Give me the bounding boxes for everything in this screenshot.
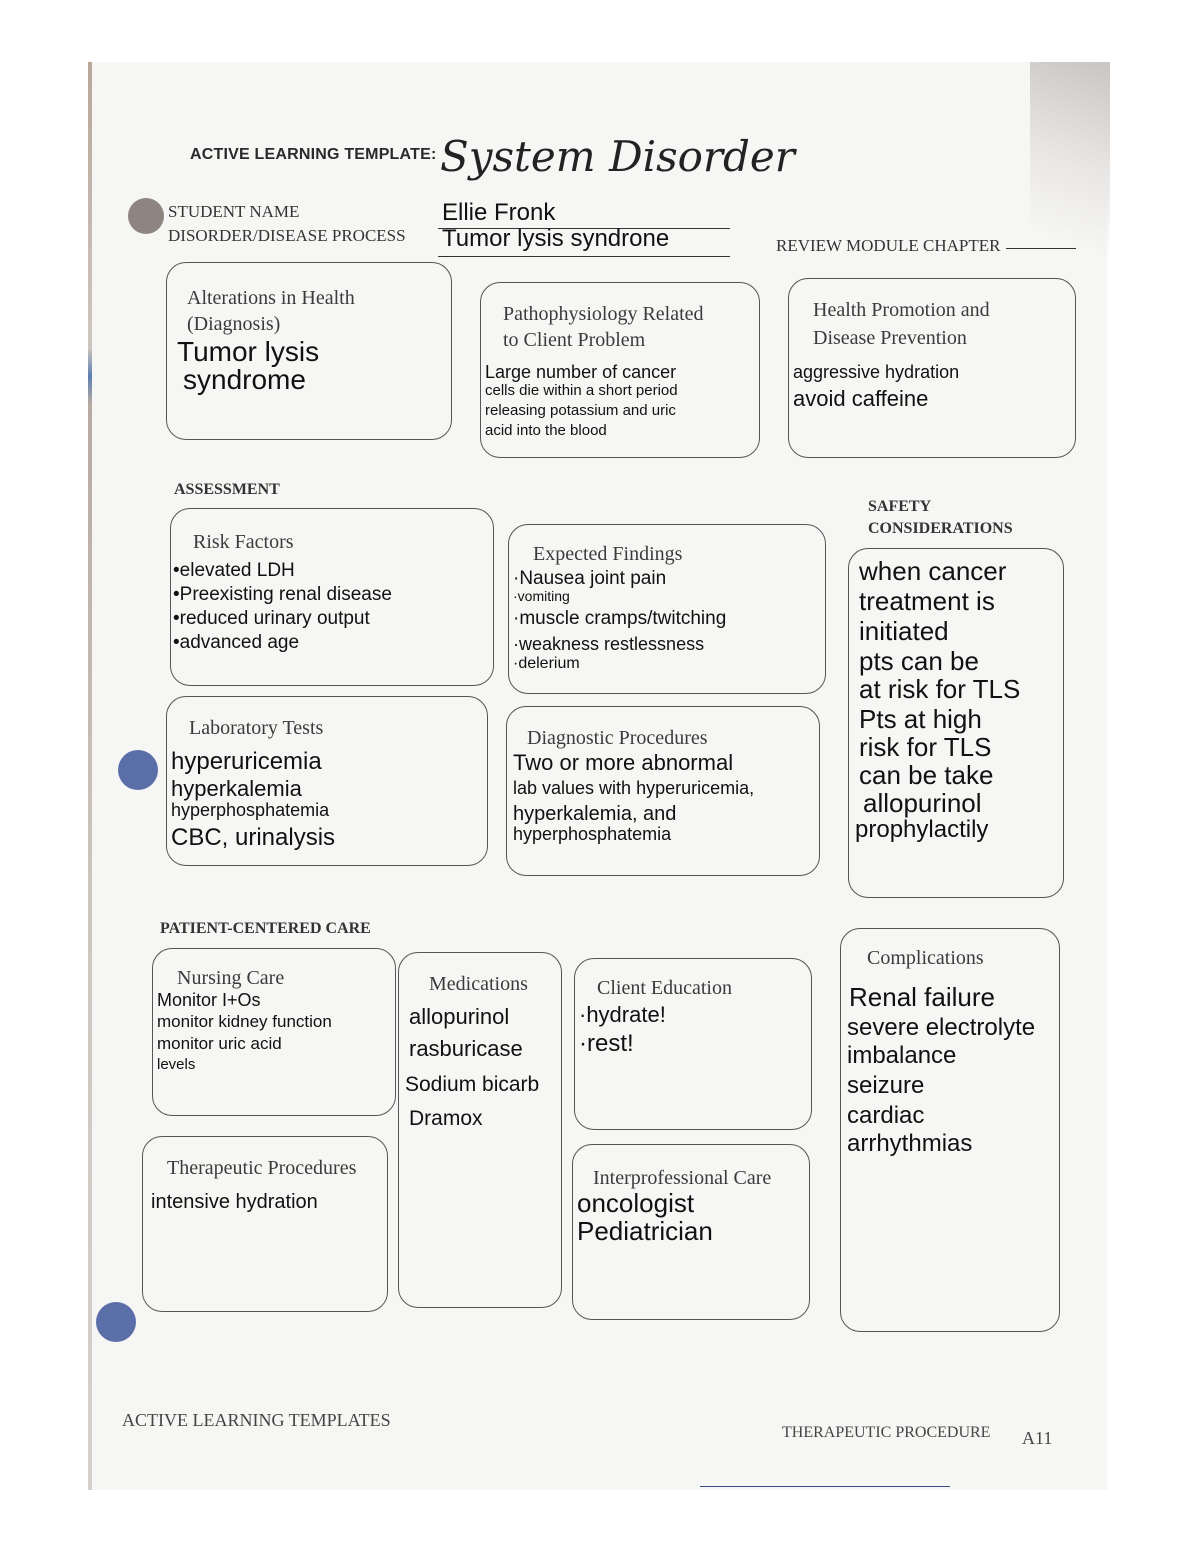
- safety-box: [848, 548, 1064, 898]
- diagnostic-procedures-title: Diagnostic Procedures: [527, 727, 708, 749]
- pathophysiology-line-3: releasing potassium and uric: [485, 402, 676, 419]
- diagnostic-procedures-box: [506, 706, 820, 876]
- footer-bottom-line: [700, 1486, 950, 1487]
- pathophysiology-line-1: Large number of cancer: [485, 362, 677, 382]
- safety-label-1: SAFETY: [868, 498, 932, 515]
- laboratory-tests-line-3: hyperphosphatemia: [171, 800, 330, 820]
- alterations-box: [166, 262, 452, 440]
- complications-title: Complications: [867, 947, 984, 969]
- punch-hole-middle: [118, 750, 158, 790]
- laboratory-tests-title: Laboratory Tests: [189, 717, 324, 739]
- health-promotion-box: [788, 278, 1076, 458]
- footer-left: ACTIVE LEARNING TEMPLATES: [122, 1410, 391, 1430]
- template-label: ACTIVE LEARNING TEMPLATE:: [190, 146, 437, 163]
- pathophysiology-title-2: to Client Problem: [503, 329, 646, 351]
- disorder-line: [438, 256, 730, 257]
- risk-factors-line-4: •advanced age: [173, 632, 300, 653]
- diagnostic-procedures-line-2: lab values with hyperuricemia,: [513, 778, 755, 798]
- nursing-care-box: [152, 948, 396, 1116]
- client-education-line-2: ·rest!: [579, 1030, 634, 1057]
- client-education-box: [574, 958, 812, 1130]
- expected-findings-line-1: ·Nausea joint pain: [513, 568, 667, 589]
- complications-line-4: seizure: [847, 1072, 925, 1099]
- interprofessional-care-line-1: oncologist: [577, 1188, 695, 1218]
- student-name-value: Ellie Fronk: [442, 199, 556, 226]
- punch-hole-top: [128, 198, 164, 234]
- risk-factors-line-3: •reduced urinary output: [173, 608, 370, 629]
- alterations-title-1: Alterations in Health: [187, 287, 355, 309]
- laboratory-tests-line-4: CBC, urinalysis: [171, 824, 336, 851]
- complications-line-1: Renal failure: [849, 982, 995, 1012]
- pathophysiology-box: [480, 282, 760, 458]
- risk-factors-line-1: •elevated LDH: [173, 560, 295, 581]
- laboratory-tests-line-2: hyperkalemia: [171, 776, 302, 801]
- diagnostic-procedures-line-3: hyperkalemia, and: [513, 803, 677, 825]
- safety-line-1: when cancer: [859, 556, 1007, 586]
- laboratory-tests-box: [166, 696, 488, 866]
- alterations-line-2: syndrome: [183, 364, 306, 395]
- therapeutic-procedures-line-1: intensive hydration: [151, 1191, 318, 1213]
- alterations-line-1: Tumor lysis: [177, 336, 320, 367]
- pathophysiology-title-1: Pathophysiology Related: [503, 303, 704, 325]
- health-promotion-title-1: Health Promotion and: [813, 299, 990, 321]
- nursing-care-line-1: Monitor I+Os: [157, 990, 261, 1010]
- safety-line-2: treatment is: [859, 586, 995, 616]
- safety-line-6: Pts at high: [859, 704, 982, 734]
- page-title: System Disorder: [440, 132, 795, 181]
- expected-findings-box: [508, 524, 826, 694]
- nursing-care-line-4: levels: [157, 1056, 196, 1073]
- medications-box: [398, 952, 562, 1308]
- medications-line-1: allopurinol: [409, 1004, 510, 1029]
- interprofessional-care-line-2: Pediatrician: [577, 1216, 713, 1246]
- safety-label-2: CONSIDERATIONS: [868, 520, 1013, 537]
- complications-line-3: imbalance: [847, 1042, 957, 1069]
- safety-line-10: prophylactily: [855, 816, 989, 843]
- medications-line-3: Sodium bicarb: [405, 1073, 540, 1096]
- review-module-line: [1006, 248, 1076, 249]
- complications-line-5: cardiac: [847, 1102, 925, 1129]
- health-promotion-title-2: Disease Prevention: [813, 327, 967, 349]
- client-education-title: Client Education: [597, 977, 732, 999]
- health-promotion-line-1: aggressive hydration: [793, 362, 960, 382]
- client-education-line-1: ·hydrate!: [579, 1002, 666, 1027]
- interprofessional-care-box: [572, 1144, 810, 1320]
- expected-findings-line-5: ·delerium: [513, 655, 580, 672]
- therapeutic-procedures-title: Therapeutic Procedures: [167, 1157, 357, 1179]
- pathophysiology-line-4: acid into the blood: [485, 422, 607, 439]
- therapeutic-procedures-box: [142, 1136, 388, 1312]
- safety-line-8: can be take: [859, 760, 994, 790]
- expected-findings-line-2: ·vomiting: [513, 588, 570, 604]
- risk-factors-title: Risk Factors: [193, 531, 294, 553]
- review-module-label: REVIEW MODULE CHAPTER: [776, 236, 1001, 255]
- alterations-title-2: (Diagnosis): [187, 313, 281, 335]
- medications-line-2: rasburicase: [409, 1036, 523, 1061]
- safety-line-3: initiated: [859, 616, 949, 646]
- safety-line-5: at risk for TLS: [859, 674, 1021, 704]
- medications-title: Medications: [429, 973, 528, 995]
- complications-box: [840, 928, 1060, 1332]
- footer-right: THERAPEUTIC PROCEDURE: [782, 1424, 991, 1441]
- patient-centered-care-label: PATIENT-CENTERED CARE: [160, 920, 371, 937]
- pathophysiology-line-2: cells die within a short period: [485, 382, 678, 399]
- punch-hole-bottom: [96, 1302, 136, 1342]
- risk-factors-box: [170, 508, 494, 686]
- interprofessional-care-title: Interprofessional Care: [593, 1167, 772, 1189]
- medications-line-4: Dramox: [409, 1107, 483, 1130]
- disorder-value: Tumor lysis syndrone: [442, 225, 670, 252]
- disorder-label: DISORDER/DISEASE PROCESS: [168, 226, 406, 245]
- student-name-label: STUDENT NAME: [168, 202, 300, 221]
- safety-line-7: risk for TLS: [859, 732, 992, 762]
- assessment-label: ASSESSMENT: [174, 481, 280, 498]
- expected-findings-title: Expected Findings: [533, 543, 683, 565]
- health-promotion-line-2: avoid caffeine: [793, 386, 929, 411]
- expected-findings-line-3: ·muscle cramps/twitching: [513, 608, 727, 629]
- laboratory-tests-line-1: hyperuricemia: [171, 748, 322, 775]
- nursing-care-line-3: monitor uric acid: [157, 1034, 282, 1053]
- diagnostic-procedures-line-4: hyperphosphatemia: [513, 824, 672, 844]
- diagnostic-procedures-line-1: Two or more abnormal: [513, 750, 734, 775]
- complications-line-6: arrhythmias: [847, 1130, 973, 1157]
- expected-findings-line-4: ·weakness restlessness: [513, 634, 705, 654]
- complications-line-2: severe electrolyte: [847, 1014, 1036, 1041]
- footer-page-number: A11: [1022, 1428, 1053, 1448]
- nursing-care-line-2: monitor kidney function: [157, 1012, 332, 1031]
- safety-line-9: allopurinol: [863, 788, 982, 818]
- risk-factors-line-2: •Preexisting renal disease: [173, 584, 392, 605]
- safety-line-4: pts can be: [859, 646, 979, 676]
- nursing-care-title: Nursing Care: [177, 967, 285, 989]
